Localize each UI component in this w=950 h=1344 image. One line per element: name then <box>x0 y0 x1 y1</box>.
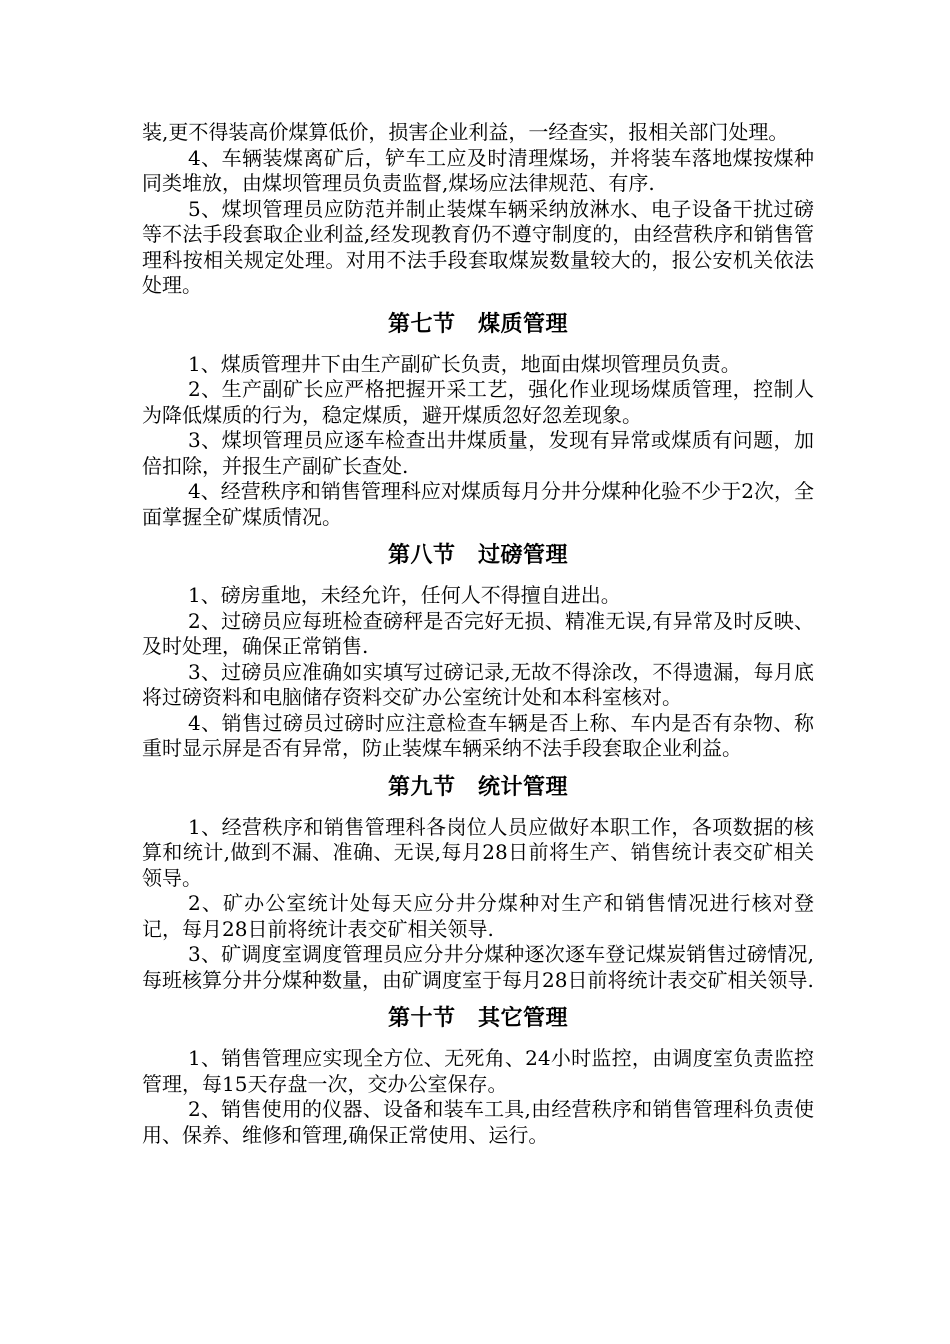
paragraph-item: 4、经营秩序和销售管理科应对煤质每月分井分煤种化验不少于2次，全面掌握全矿煤质情况。 <box>142 479 814 529</box>
section-other <box>142 1005 814 1148</box>
document-page <box>142 120 814 1148</box>
section-coal-quality <box>142 311 814 531</box>
paragraph-item: 1、销售管理应实现全方位、无死角、24小时监控，由调度室负责监控管理，每15天存盘一次，交办公室保存。 <box>142 1046 814 1096</box>
section-heading: 第十节 其它管理 <box>387 1006 568 1031</box>
paragraph-item: 4、销售过磅员过磅时应注意检查车辆是否上称、车内是否有杂物、称重时显示屏是否有异常，防止装煤车辆采纳不法手段套取企业利益。 <box>142 710 814 760</box>
section-heading: 第八节 过磅管理 <box>387 543 568 568</box>
paragraph-item: 2、生产副矿长应严格把握开采工艺，强化作业现场煤质管理，控制人为降低煤质的行为，稳定煤质，避开煤质忽好忽差现象。 <box>142 377 814 427</box>
paragraph-item: 2、过磅员应每班检查磅秤是否完好无损、精准无误,有异常及时反映、及时处理，确保正常销售. <box>142 608 814 658</box>
paragraph-item: 3、过磅员应准确如实填写过磅记录,无故不得涂改，不得遗漏，每月底将过磅资料和电脑储存资料交矿办公室统计处和本科室核对。 <box>142 659 814 709</box>
section-heading: 第七节 煤质管理 <box>387 311 568 337</box>
paragraph-item: 1、磅房重地，未经允许，任何人不得擅自进出。 <box>188 583 621 607</box>
paragraph-item: 1、煤质管理井下由生产副矿长负责，地面由煤坝管理员负责。 <box>188 351 741 376</box>
paragraph-item-5: 5、煤坝管理员应防范并制止装煤车辆采纳放淋水、电子设备干扰过磅等不法手段套取企业利益,经发现教育仍不遵守制度的，由经营秩序和销售管理科按相关规定处理。对用不法手段套取煤炭数量较大的，报公安机关依法处理。 <box>142 196 814 297</box>
paragraph-item-4: 4、车辆装煤离矿后，铲车工应及时清理煤场，并将装车落地煤按煤种同类堆放，由煤坝管理员负责监督,煤场应法律规范、有序. <box>142 145 814 195</box>
section-heading: 第九节 统计管理 <box>387 774 568 800</box>
paragraph-continuation: 装,更不得装高价煤算低价，损害企业利益，一经查实，报相关部门处理。 <box>142 120 789 144</box>
paragraph-item: 3、矿调度室调度管理员应分井分煤种逐次逐车登记煤炭销售过磅情况,每班核算分井分煤种数量，由矿调度室于每月28日前将统计表交矿相关领导. <box>142 942 814 992</box>
paragraph-item: 2、销售使用的仪器、设备和装车工具,由经营秩序和销售管理科负责使用、保养、维修和管理,确保正常使用、运行。 <box>142 1097 814 1147</box>
paragraph-item: 3、煤坝管理员应逐车检查出井煤质量，发现有异常或煤质有问题，加倍扣除，并报生产副矿长查处. <box>142 428 814 478</box>
section-statistics <box>142 774 814 994</box>
paragraph-item: 2、矿办公室统计处每天应分井分煤种对生产和销售情况进行核对登记，每月28日前将统计表交矿相关领导. <box>142 891 814 941</box>
paragraph-item: 1、经营秩序和销售管理科各岗位人员应做好本职工作，各项数据的核算和统计,做到不漏、准确、无误,每月28日前将生产、销售统计表交矿相关领导。 <box>142 814 814 890</box>
section-weighing <box>142 542 814 762</box>
